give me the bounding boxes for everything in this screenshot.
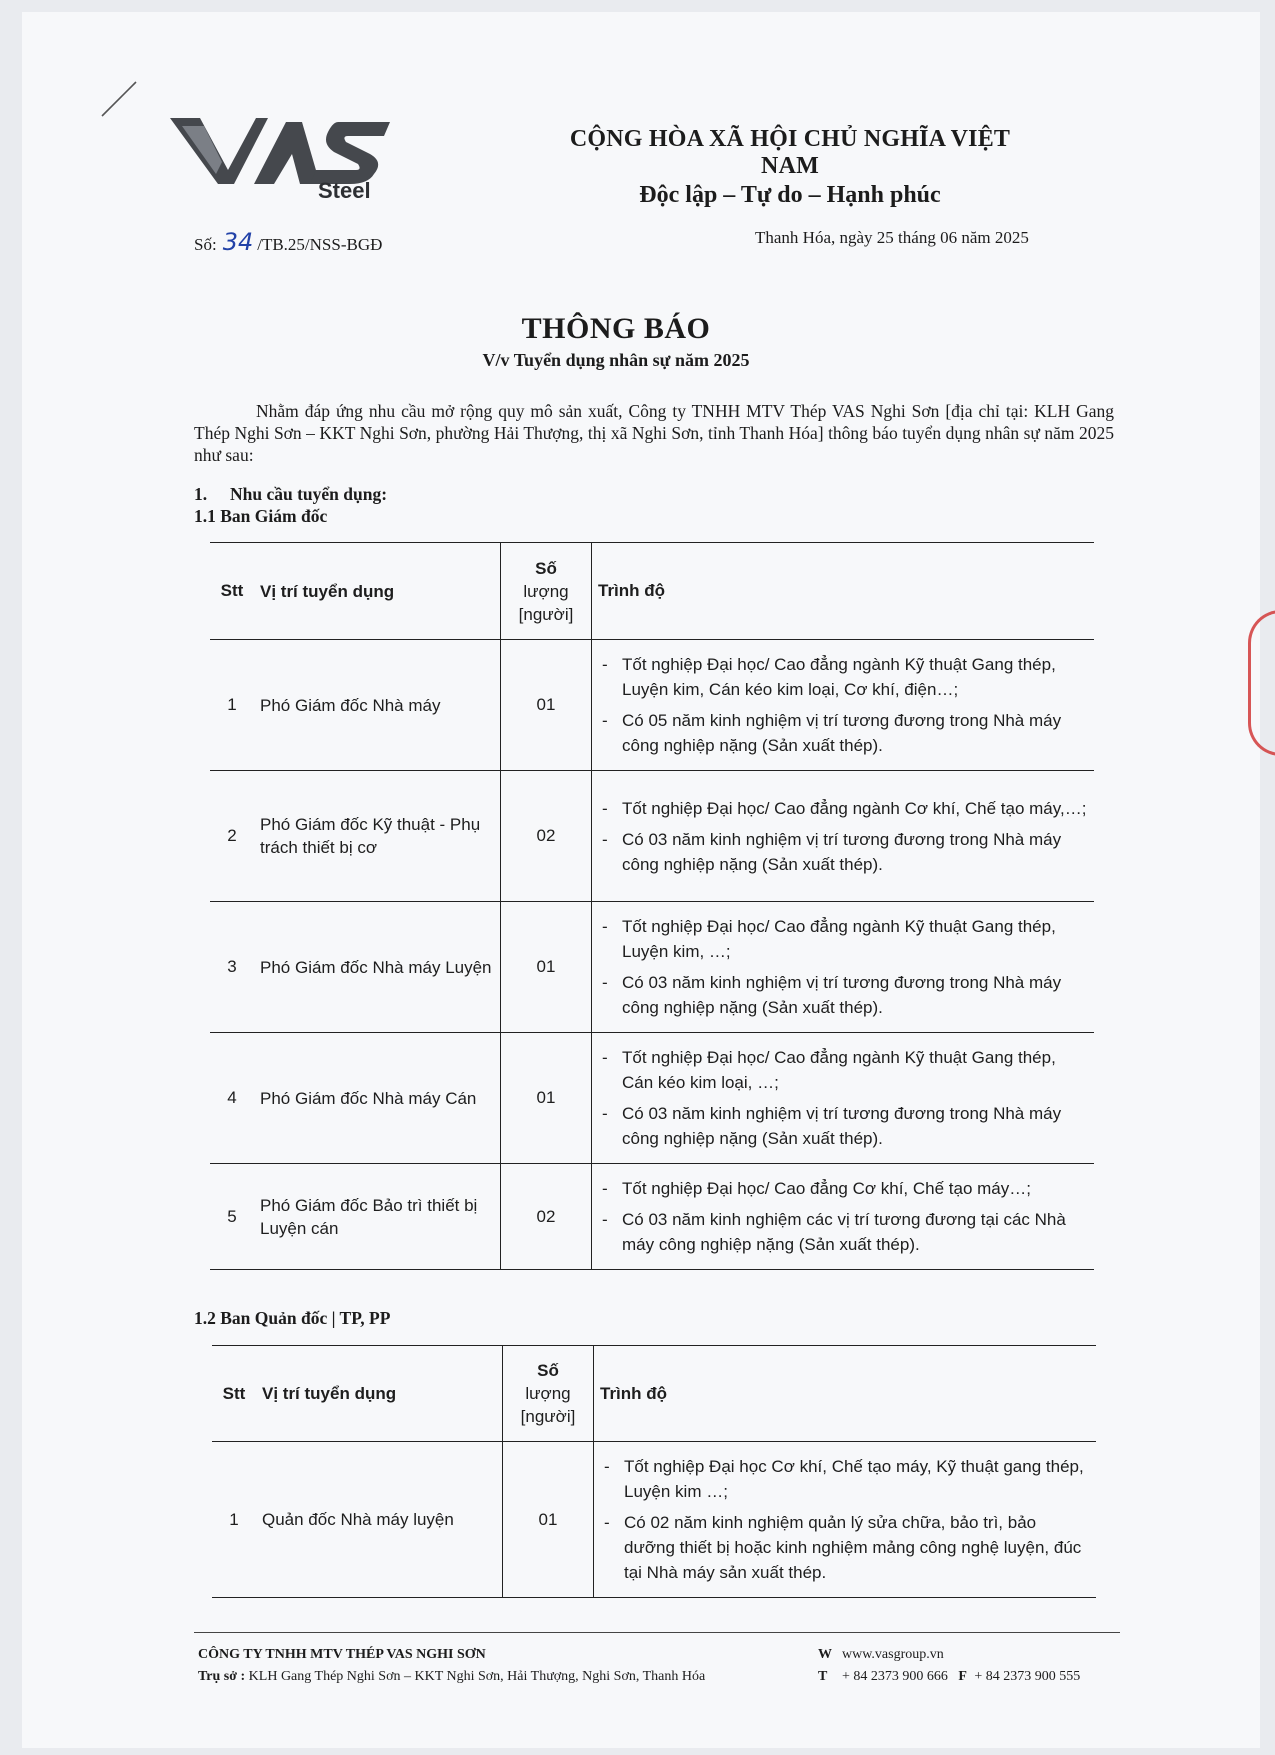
doc-no-suffix: /TB.25/NSS-BGĐ: [257, 235, 383, 254]
national-motto: [540, 126, 1040, 209]
row-quantity: 01: [501, 902, 592, 1033]
row-stt: 1: [210, 640, 254, 771]
document-number: [194, 228, 382, 256]
board-of-directors-table: [210, 542, 1094, 1270]
header-qty-l1: Số: [537, 1361, 559, 1380]
section-1-heading: [194, 484, 387, 505]
row-requirement: [592, 1033, 1095, 1164]
footer-hq-label: Trụ sở :: [198, 1669, 246, 1684]
row-position: Phó Giám đốc Bảo trì thiết bị Luyện cán: [254, 1164, 501, 1270]
notice-title: [194, 312, 1038, 371]
table-row: [212, 1442, 1096, 1598]
section-1-2-heading: 1.2 Ban Quản đốc | TP, PP: [194, 1308, 391, 1328]
section-1-title: Nhu cầu tuyển dụng:: [230, 484, 388, 504]
requirement-item: - Tốt nghiệp Đại học/ Cao đẳng ngành Kỹ thuật Gang thép, Cán kéo kim loại, …;: [598, 1045, 1088, 1095]
table-header-row: [210, 543, 1094, 640]
row-stt: 2: [210, 771, 254, 902]
row-position: Phó Giám đốc Nhà máy Luyện: [254, 902, 501, 1033]
row-stt: 3: [210, 902, 254, 1033]
doc-no-handwritten: 34: [222, 228, 254, 256]
logo-steel-text: Steel: [318, 178, 371, 203]
row-requirement: [592, 640, 1095, 771]
pen-mark-icon: [100, 80, 140, 120]
header-position: Vị trí tuyển dụng: [254, 543, 501, 640]
nation-title: CỘNG HÒA XÃ HỘI CHỦ NGHĨA VIỆT NAM: [569, 126, 1011, 179]
header-requirement: Trình độ: [594, 1346, 1097, 1442]
row-quantity: 01: [501, 1033, 592, 1164]
header-qty-l1: Số: [535, 558, 557, 578]
footer-company-name: CÔNG TY TNHH MTV THÉP VAS NGHI SƠN: [198, 1647, 486, 1662]
row-quantity: 01: [503, 1442, 594, 1598]
footer-web[interactable]: www.vasgroup.vn: [842, 1647, 944, 1662]
vas-steel-logo: [170, 118, 390, 210]
row-position: Phó Giám đốc Kỹ thuật - Phụ trách thiết bị cơ: [254, 771, 501, 902]
intro-paragraph: Nhằm đáp ứng nhu cầu mở rộng quy mô sản xuất, Công ty TNHH MTV Thép VAS Nghi Sơn [địa chỉ tại: KLH Gang Thép Nghi Sơn – KKT Nghi Sơn, phường Hải Thượng, thị xã Nghi Sơn, tỉnh Thanh Hóa] thông báo tuyển dụng nhân sự năm 2025 như sau:: [194, 401, 1114, 465]
row-position: Quản đốc Nhà máy luyện: [256, 1442, 503, 1598]
requirement-item: - Tốt nghiệp Đại học/ Cao đẳng ngành Kỹ thuật Gang thép, Luyện kim, …;: [598, 914, 1088, 964]
footer-hq-address: KLH Gang Thép Nghi Sơn – KKT Nghi Sơn, Hải Thượng, Nghi Sơn, Thanh Hóa: [248, 1669, 706, 1684]
table-row: [210, 902, 1094, 1033]
header-quantity: [501, 543, 592, 640]
header-qty-l3: [người]: [520, 1407, 576, 1426]
footer-tel-label: T: [818, 1669, 828, 1684]
header-quantity: [503, 1346, 594, 1442]
place-date: Thanh Hóa, ngày 25 tháng 06 năm 2025: [755, 228, 1029, 247]
row-requirement: [592, 902, 1095, 1033]
header-stt: Stt: [210, 543, 254, 640]
requirement-item: - Có 03 năm kinh nghiệm vị trí tương đương trong Nhà máy công nghiệp nặng (Sản xuất thép).: [598, 1101, 1088, 1151]
row-stt: 5: [210, 1164, 254, 1270]
header-stt: Stt: [212, 1346, 256, 1442]
requirement-item: - Tốt nghiệp Đại học/ Cao đẳng Cơ khí, Chế tạo máy…;: [598, 1176, 1088, 1201]
footer-web-label: W: [818, 1647, 832, 1662]
title-main: THÔNG BÁO: [521, 312, 711, 345]
section-1-1-heading: 1.1 Ban Giám đốc: [194, 506, 328, 526]
requirement-item: - Có 03 năm kinh nghiệm vị trí tương đương trong Nhà máy công nghiệp nặng (Sản xuất thép).: [598, 827, 1088, 877]
row-requirement: [592, 1164, 1095, 1270]
header-qty-l2: lượng: [525, 1384, 571, 1403]
header-qty-l2: lượng: [523, 581, 569, 601]
row-quantity: 02: [501, 771, 592, 902]
foreman-table: [212, 1345, 1096, 1598]
row-stt: 1: [212, 1442, 256, 1598]
footer-fax-label: F: [958, 1669, 967, 1684]
table-row: [210, 1164, 1094, 1270]
footer-fax: + 84 2373 900 555: [974, 1669, 1081, 1684]
header-qty-l3: [người]: [518, 604, 574, 624]
row-stt: 4: [210, 1033, 254, 1164]
requirement-item: - Tốt nghiệp Đại học/ Cao đẳng ngành Kỹ thuật Gang thép, Luyện kim, Cán kéo kim loại, Cơ khí, điện…;: [598, 652, 1088, 702]
title-sub: V/v Tuyển dụng nhân sự năm 2025: [482, 350, 750, 370]
nation-motto: Độc lập – Tự do – Hạnh phúc: [639, 182, 941, 208]
row-requirement: [594, 1442, 1097, 1598]
doc-no-prefix: Số:: [194, 235, 217, 254]
row-requirement: [592, 771, 1095, 902]
table-row: [210, 640, 1094, 771]
section-1-number: 1.: [194, 484, 208, 504]
requirement-item: - Tốt nghiệp Đại học Cơ khí, Chế tạo máy, Kỹ thuật gang thép, Luyện kim …;: [600, 1454, 1090, 1504]
footer-divider: [194, 1632, 1120, 1633]
row-position: Phó Giám đốc Nhà máy: [254, 640, 501, 771]
header-requirement: Trình độ: [592, 543, 1095, 640]
requirement-item: - Có 03 năm kinh nghiệm vị trí tương đương trong Nhà máy công nghiệp nặng (Sản xuất thép).: [598, 970, 1088, 1020]
requirement-item: - Có 05 năm kinh nghiệm vị trí tương đương trong Nhà máy công nghiệp nặng (Sản xuất thép).: [598, 708, 1088, 758]
requirement-item: - Có 02 năm kinh nghiệm quản lý sửa chữa, bảo trì, bảo dưỡng thiết bị hoặc kinh nghiệm mảng công nghệ luyện, đúc tại Nhà máy sản xuất thép.: [600, 1510, 1090, 1585]
footer-contact: [818, 1644, 1080, 1688]
footer-tel: + 84 2373 900 666: [842, 1669, 948, 1684]
row-quantity: 01: [501, 640, 592, 771]
table-row: [210, 1033, 1094, 1164]
footer-address: [198, 1666, 705, 1688]
row-position: Phó Giám đốc Nhà máy Cán: [254, 1033, 501, 1164]
row-quantity: 02: [501, 1164, 592, 1270]
header-position: Vị trí tuyển dụng: [256, 1346, 503, 1442]
requirement-item: - Có 03 năm kinh nghiệm các vị trí tương đương tại các Nhà máy công nghiệp nặng (Sản xuất thép).: [598, 1207, 1088, 1257]
footer-company: [198, 1644, 705, 1688]
requirement-item: - Tốt nghiệp Đại học/ Cao đẳng ngành Cơ khí, Chế tạo máy,…;: [598, 796, 1088, 821]
table-header-row: [212, 1346, 1096, 1442]
table-row: [210, 771, 1094, 902]
company-stamp-edge: [1248, 610, 1275, 756]
